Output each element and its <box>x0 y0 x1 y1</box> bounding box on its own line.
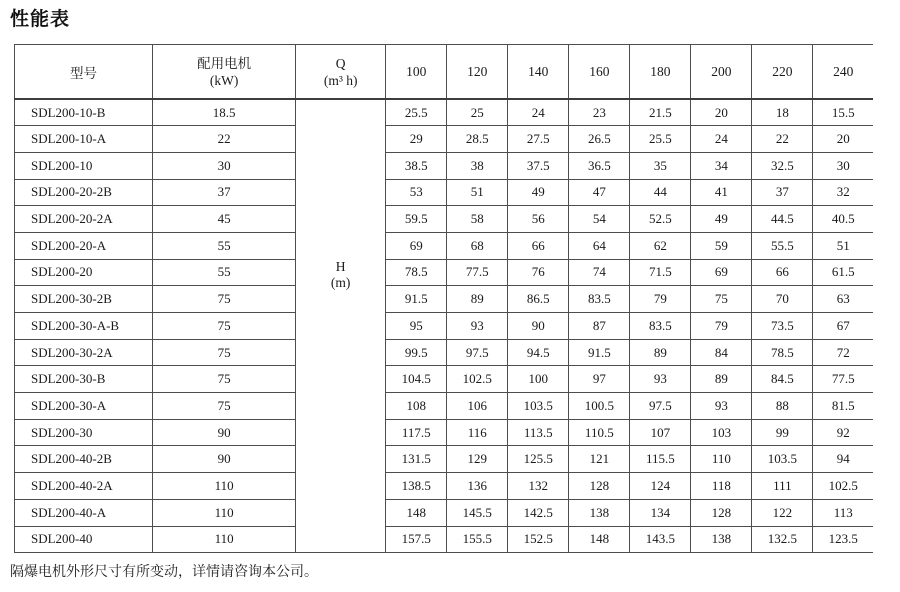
col-header-flow-220: 220 <box>752 45 813 100</box>
head-value-cell: 143.5 <box>630 526 691 553</box>
motor-kw-cell: 75 <box>153 339 296 366</box>
head-value-cell: 106 <box>447 393 508 420</box>
head-value-cell: 92 <box>813 419 873 446</box>
head-value-cell: 100.5 <box>569 393 630 420</box>
head-value-cell: 51 <box>447 179 508 206</box>
head-value-cell: 67 <box>813 313 873 340</box>
head-value-cell: 107 <box>630 419 691 446</box>
head-value-cell: 64 <box>569 232 630 259</box>
head-value-cell: 132 <box>508 473 569 500</box>
head-value-cell: 117.5 <box>386 419 447 446</box>
head-value-cell: 28.5 <box>447 126 508 153</box>
model-cell: SDL200-20-A <box>15 232 153 259</box>
head-value-cell: 53 <box>386 179 447 206</box>
model-cell: SDL200-30-2A <box>15 339 153 366</box>
head-value-cell: 95 <box>386 313 447 340</box>
h-label-line2: (m) <box>330 275 351 290</box>
q-header-unit: (m³ h) <box>323 72 358 88</box>
head-value-cell: 21.5 <box>630 99 691 126</box>
head-value-cell: 124 <box>630 473 691 500</box>
head-value-cell: 66 <box>508 232 569 259</box>
head-value-cell: 86.5 <box>508 286 569 313</box>
head-value-cell: 97.5 <box>630 393 691 420</box>
head-value-cell: 110.5 <box>569 419 630 446</box>
head-value-cell: 93 <box>630 366 691 393</box>
head-value-cell: 94 <box>813 446 873 473</box>
head-value-cell: 20 <box>813 126 873 153</box>
head-value-cell: 72 <box>813 339 873 366</box>
head-value-cell: 90 <box>508 313 569 340</box>
head-value-cell: 61.5 <box>813 259 873 286</box>
table-row <box>15 232 874 259</box>
head-value-cell: 40.5 <box>813 206 873 233</box>
head-value-cell: 37.5 <box>508 152 569 179</box>
head-value-cell: 131.5 <box>386 446 447 473</box>
head-value-cell: 49 <box>508 179 569 206</box>
model-cell: SDL200-30-A-B <box>15 313 153 340</box>
col-header-flow-q <box>296 45 386 100</box>
model-cell: SDL200-30-2B <box>15 286 153 313</box>
model-cell: SDL200-20-2A <box>15 206 153 233</box>
table-row <box>15 339 874 366</box>
head-value-cell: 93 <box>447 313 508 340</box>
table-row <box>15 419 874 446</box>
motor-kw-cell: 37 <box>153 179 296 206</box>
table-row <box>15 152 874 179</box>
head-value-cell: 136 <box>447 473 508 500</box>
head-value-cell: 47 <box>569 179 630 206</box>
col-header-flow-140: 140 <box>508 45 569 100</box>
head-value-cell: 18 <box>752 99 813 126</box>
head-value-cell: 118 <box>691 473 752 500</box>
head-value-cell: 123.5 <box>813 526 873 553</box>
model-cell: SDL200-40-2B <box>15 446 153 473</box>
head-value-cell: 88 <box>752 393 813 420</box>
head-value-cell: 83.5 <box>630 313 691 340</box>
table-row <box>15 393 874 420</box>
head-value-cell: 89 <box>447 286 508 313</box>
head-value-cell: 108 <box>386 393 447 420</box>
head-value-cell: 91.5 <box>386 286 447 313</box>
motor-kw-cell: 90 <box>153 446 296 473</box>
head-value-cell: 87 <box>569 313 630 340</box>
head-value-cell: 69 <box>386 232 447 259</box>
head-value-cell: 24 <box>508 99 569 126</box>
head-value-cell: 103.5 <box>752 446 813 473</box>
head-value-cell: 75 <box>691 286 752 313</box>
motor-kw-cell: 110 <box>153 526 296 553</box>
head-value-cell: 66 <box>752 259 813 286</box>
col-header-flow-200: 200 <box>691 45 752 100</box>
head-value-cell: 25.5 <box>386 99 447 126</box>
model-cell: SDL200-10-B <box>15 99 153 126</box>
col-header-flow-180: 180 <box>630 45 691 100</box>
head-value-cell: 34 <box>691 152 752 179</box>
head-value-cell: 77.5 <box>447 259 508 286</box>
motor-kw-cell: 55 <box>153 259 296 286</box>
h-label-line1: H <box>335 259 346 274</box>
table-row <box>15 179 874 206</box>
head-value-cell: 56 <box>508 206 569 233</box>
col-header-motor <box>153 45 296 100</box>
head-value-cell: 103.5 <box>508 393 569 420</box>
head-value-cell: 78.5 <box>386 259 447 286</box>
head-value-cell: 79 <box>630 286 691 313</box>
head-value-cell: 24 <box>691 126 752 153</box>
head-value-cell: 30 <box>813 152 873 179</box>
head-value-cell: 113 <box>813 499 873 526</box>
head-value-cell: 84.5 <box>752 366 813 393</box>
head-value-cell: 104.5 <box>386 366 447 393</box>
head-value-cell: 142.5 <box>508 499 569 526</box>
head-value-cell: 81.5 <box>813 393 873 420</box>
head-value-cell: 83.5 <box>569 286 630 313</box>
table-row <box>15 313 874 340</box>
head-value-cell: 94.5 <box>508 339 569 366</box>
head-unit-cell <box>296 99 386 553</box>
col-header-flow-100: 100 <box>386 45 447 100</box>
motor-kw-cell: 75 <box>153 366 296 393</box>
table-row <box>15 446 874 473</box>
head-value-cell: 70 <box>752 286 813 313</box>
head-value-cell: 125.5 <box>508 446 569 473</box>
page-title: 性能表 <box>10 9 71 30</box>
head-value-cell: 20 <box>691 99 752 126</box>
footnote: 隔爆电机外形尺寸有所变动，详情请咨询本公司。 <box>10 565 318 580</box>
motor-kw-cell: 45 <box>153 206 296 233</box>
head-value-cell: 71.5 <box>630 259 691 286</box>
head-value-cell: 23 <box>569 99 630 126</box>
head-value-cell: 121 <box>569 446 630 473</box>
head-value-cell: 148 <box>386 499 447 526</box>
head-value-cell: 138.5 <box>386 473 447 500</box>
head-value-cell: 69 <box>691 259 752 286</box>
head-value-cell: 155.5 <box>447 526 508 553</box>
head-value-cell: 32.5 <box>752 152 813 179</box>
motor-kw-cell: 18.5 <box>153 99 296 126</box>
head-value-cell: 116 <box>447 419 508 446</box>
head-value-cell: 122 <box>752 499 813 526</box>
head-value-cell: 103 <box>691 419 752 446</box>
head-value-cell: 93 <box>691 393 752 420</box>
head-value-cell: 102.5 <box>447 366 508 393</box>
head-value-cell: 62 <box>630 232 691 259</box>
head-value-cell: 29 <box>386 126 447 153</box>
head-value-cell: 63 <box>813 286 873 313</box>
head-value-cell: 115.5 <box>630 446 691 473</box>
head-value-cell: 15.5 <box>813 99 873 126</box>
head-value-cell: 152.5 <box>508 526 569 553</box>
head-value-cell: 41 <box>691 179 752 206</box>
head-value-cell: 38 <box>447 152 508 179</box>
head-value-cell: 84 <box>691 339 752 366</box>
head-value-cell: 38.5 <box>386 152 447 179</box>
head-value-cell: 102.5 <box>813 473 873 500</box>
head-value-cell: 35 <box>630 152 691 179</box>
model-cell: SDL200-30 <box>15 419 153 446</box>
head-value-cell: 91.5 <box>569 339 630 366</box>
head-value-cell: 113.5 <box>508 419 569 446</box>
head-value-cell: 68 <box>447 232 508 259</box>
model-cell: SDL200-20 <box>15 259 153 286</box>
motor-kw-cell: 75 <box>153 313 296 340</box>
head-value-cell: 37 <box>752 179 813 206</box>
col-header-flow-160: 160 <box>569 45 630 100</box>
model-cell: SDL200-10-A <box>15 126 153 153</box>
head-value-cell: 52.5 <box>630 206 691 233</box>
motor-kw-cell: 75 <box>153 393 296 420</box>
head-value-cell: 129 <box>447 446 508 473</box>
model-cell: SDL200-30-B <box>15 366 153 393</box>
motor-kw-cell: 110 <box>153 473 296 500</box>
motor-header-label: 配用电机 <box>197 55 252 71</box>
motor-header-unit: (kW) <box>209 72 239 88</box>
head-value-cell: 74 <box>569 259 630 286</box>
head-value-cell: 54 <box>569 206 630 233</box>
head-value-cell: 73.5 <box>752 313 813 340</box>
head-value-cell: 77.5 <box>813 366 873 393</box>
head-value-cell: 76 <box>508 259 569 286</box>
head-value-cell: 78.5 <box>752 339 813 366</box>
head-value-cell: 134 <box>630 499 691 526</box>
head-value-cell: 148 <box>569 526 630 553</box>
head-value-cell: 138 <box>691 526 752 553</box>
head-value-cell: 128 <box>569 473 630 500</box>
model-cell: SDL200-40-A <box>15 499 153 526</box>
head-value-cell: 27.5 <box>508 126 569 153</box>
motor-kw-cell: 75 <box>153 286 296 313</box>
head-value-cell: 32 <box>813 179 873 206</box>
head-value-cell: 25.5 <box>630 126 691 153</box>
head-value-cell: 59 <box>691 232 752 259</box>
table-row <box>15 99 874 126</box>
head-value-cell: 128 <box>691 499 752 526</box>
col-header-model: 型号 <box>15 45 153 100</box>
model-cell: SDL200-30-A <box>15 393 153 420</box>
head-value-cell: 58 <box>447 206 508 233</box>
head-value-cell: 157.5 <box>386 526 447 553</box>
table-row <box>15 126 874 153</box>
col-header-flow-240: 240 <box>813 45 873 100</box>
head-value-cell: 132.5 <box>752 526 813 553</box>
model-cell: SDL200-40-2A <box>15 473 153 500</box>
head-value-cell: 111 <box>752 473 813 500</box>
head-value-cell: 59.5 <box>386 206 447 233</box>
head-value-cell: 97 <box>569 366 630 393</box>
head-value-cell: 44 <box>630 179 691 206</box>
table-row <box>15 206 874 233</box>
table-row <box>15 526 874 553</box>
performance-table <box>14 44 873 553</box>
table-row <box>15 286 874 313</box>
table-row <box>15 473 874 500</box>
head-value-cell: 22 <box>752 126 813 153</box>
head-value-cell: 110 <box>691 446 752 473</box>
model-cell: SDL200-20-2B <box>15 179 153 206</box>
motor-kw-cell: 90 <box>153 419 296 446</box>
motor-kw-cell: 30 <box>153 152 296 179</box>
q-header-label: Q <box>335 55 346 71</box>
model-cell: SDL200-40 <box>15 526 153 553</box>
head-value-cell: 145.5 <box>447 499 508 526</box>
head-value-cell: 44.5 <box>752 206 813 233</box>
head-value-cell: 138 <box>569 499 630 526</box>
head-value-cell: 51 <box>813 232 873 259</box>
header-row <box>15 45 874 100</box>
head-value-cell: 36.5 <box>569 152 630 179</box>
head-value-cell: 25 <box>447 99 508 126</box>
head-value-cell: 89 <box>691 366 752 393</box>
head-value-cell: 100 <box>508 366 569 393</box>
head-value-cell: 49 <box>691 206 752 233</box>
head-value-cell: 97.5 <box>447 339 508 366</box>
motor-kw-cell: 22 <box>153 126 296 153</box>
head-value-cell: 99.5 <box>386 339 447 366</box>
table-row <box>15 366 874 393</box>
table-row <box>15 259 874 286</box>
head-value-cell: 26.5 <box>569 126 630 153</box>
col-header-flow-120: 120 <box>447 45 508 100</box>
table-row <box>15 499 874 526</box>
head-value-cell: 79 <box>691 313 752 340</box>
head-value-cell: 99 <box>752 419 813 446</box>
model-cell: SDL200-10 <box>15 152 153 179</box>
head-value-cell: 55.5 <box>752 232 813 259</box>
motor-kw-cell: 55 <box>153 232 296 259</box>
motor-kw-cell: 110 <box>153 499 296 526</box>
head-value-cell: 89 <box>630 339 691 366</box>
